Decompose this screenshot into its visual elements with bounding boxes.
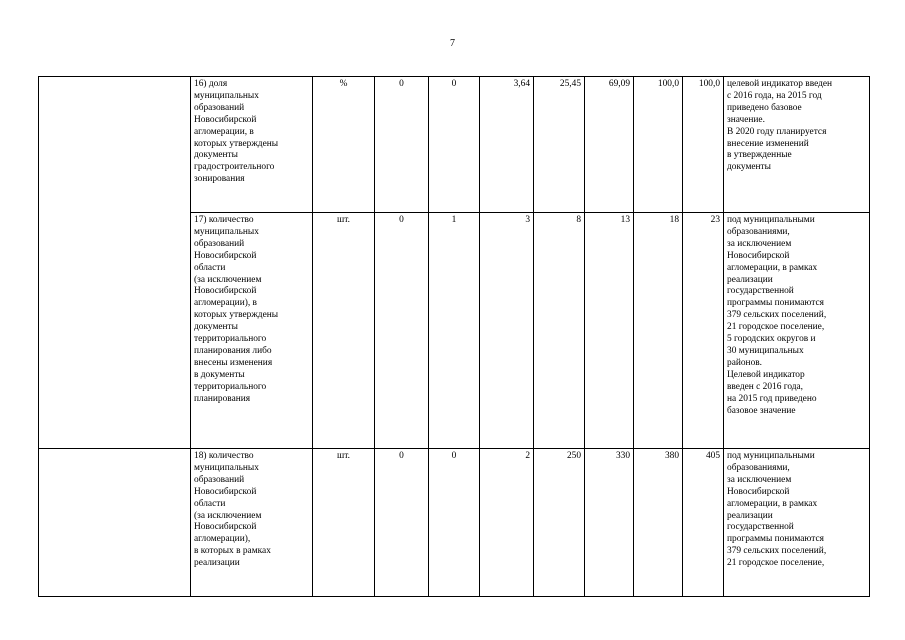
note-line: внесение изменений bbox=[727, 138, 809, 149]
note-line: документы bbox=[727, 162, 771, 173]
indicator-line: области bbox=[194, 498, 226, 509]
indicator-line: Новосибирской bbox=[194, 486, 257, 497]
indicator-cell bbox=[191, 213, 313, 449]
unit-cell: шт. bbox=[313, 213, 375, 449]
note-line: программы понимаются bbox=[727, 298, 824, 309]
note-line: государственной bbox=[727, 522, 794, 533]
value-cell: 0 bbox=[375, 213, 429, 449]
note-line: государственной bbox=[727, 286, 794, 297]
indicator-line: документы bbox=[194, 150, 238, 161]
blank-cell bbox=[39, 77, 191, 449]
value-cell: 23 bbox=[683, 213, 724, 449]
note-line: реализации bbox=[727, 274, 773, 285]
value-cell: 13 bbox=[585, 213, 634, 449]
note-line: 30 муниципальных bbox=[727, 345, 804, 356]
value-cell: 2 bbox=[480, 449, 534, 597]
table-row bbox=[39, 449, 870, 597]
indicator-line: внесены изменения bbox=[194, 357, 273, 368]
note-line: образованиями, bbox=[727, 226, 790, 237]
note-line: с 2016 года, на 2015 год bbox=[727, 90, 822, 101]
note-line: за исключением bbox=[727, 238, 792, 249]
value-cell: 100,0 bbox=[683, 77, 724, 213]
blank-cell bbox=[39, 449, 191, 597]
note-line: целевой индикатор введен bbox=[727, 79, 833, 89]
value-cell: 3,64 bbox=[480, 77, 534, 213]
note-line: в утвержденные bbox=[727, 150, 792, 161]
value-cell: 330 bbox=[585, 449, 634, 597]
table-row bbox=[39, 77, 870, 213]
note-line: 379 сельских поселений, bbox=[727, 546, 827, 557]
value-cell: 0 bbox=[375, 77, 429, 213]
indicator-cell bbox=[191, 77, 313, 213]
indicator-line: образований bbox=[194, 102, 245, 113]
note-line: образованиями, bbox=[727, 462, 790, 473]
unit-cell: шт. bbox=[313, 449, 375, 597]
value-cell: 18 bbox=[634, 213, 683, 449]
value-cell: 1 bbox=[429, 213, 480, 449]
note-line: Новосибирской bbox=[727, 250, 790, 261]
indicator-line: 16) доля bbox=[194, 79, 228, 89]
note-line: 5 городских округов и bbox=[727, 334, 816, 345]
indicator-line: Новосибирской bbox=[194, 286, 257, 297]
value-cell: 3 bbox=[480, 213, 534, 449]
indicator-line: муниципальных bbox=[194, 462, 259, 473]
indicator-line: (за исключением bbox=[194, 510, 262, 521]
value-cell: 0 bbox=[429, 449, 480, 597]
value-cell: 8 bbox=[534, 213, 585, 449]
indicator-line: в документы bbox=[194, 369, 245, 380]
value-cell: 405 bbox=[683, 449, 724, 597]
note-line: базовое значение bbox=[727, 405, 796, 416]
page-number: 7 bbox=[450, 38, 455, 49]
indicator-line: планирования bbox=[194, 393, 251, 404]
note-line: Новосибирской bbox=[727, 486, 790, 497]
note-line: Целевой индикатор bbox=[727, 369, 805, 380]
note-line: на 2015 год приведено bbox=[727, 393, 817, 404]
indicator-line: зонирования bbox=[194, 174, 245, 185]
indicator-line: агломерации), в bbox=[194, 298, 257, 309]
value-cell: 0 bbox=[429, 77, 480, 213]
note-line: значение. bbox=[727, 114, 765, 125]
indicator-line: документы bbox=[194, 322, 238, 333]
note-cell bbox=[724, 213, 870, 449]
indicator-line: образований bbox=[194, 238, 245, 249]
note-cell bbox=[724, 77, 870, 213]
note-line: программы понимаются bbox=[727, 534, 824, 545]
table-body bbox=[39, 77, 870, 597]
indicator-line: 18) количество bbox=[194, 451, 254, 461]
note-line: приведено базовое bbox=[727, 102, 802, 113]
note-line: введен с 2016 года, bbox=[727, 381, 804, 392]
indicator-line: Новосибирской bbox=[194, 250, 257, 261]
indicator-line: образований bbox=[194, 474, 245, 485]
indicator-line: 17) количество bbox=[194, 215, 254, 225]
note-cell bbox=[724, 449, 870, 597]
note-line: 21 городское поселение, bbox=[727, 322, 825, 333]
note-line: 379 сельских поселений, bbox=[727, 310, 827, 321]
value-cell: 69,09 bbox=[585, 77, 634, 213]
indicator-line: которых утверждены bbox=[194, 310, 279, 321]
indicator-line: муниципальных bbox=[194, 90, 259, 101]
indicator-line: территориального bbox=[194, 381, 267, 392]
note-line: за исключением bbox=[727, 474, 792, 485]
value-cell: 100,0 bbox=[634, 77, 683, 213]
indicator-line: Новосибирской bbox=[194, 522, 257, 533]
indicator-line: реализации bbox=[194, 558, 240, 569]
indicator-line: в которых в рамках bbox=[194, 546, 271, 557]
note-line: 21 городское поселение, bbox=[727, 558, 825, 569]
indicator-cell bbox=[191, 449, 313, 597]
indicator-line: муниципальных bbox=[194, 226, 259, 237]
indicator-line: территориального bbox=[194, 334, 267, 345]
value-cell: 0 bbox=[375, 449, 429, 597]
indicator-line: Новосибирской bbox=[194, 114, 257, 125]
indicator-line: (за исключением bbox=[194, 274, 262, 285]
unit-cell: % bbox=[313, 77, 375, 213]
value-cell: 25,45 bbox=[534, 77, 585, 213]
indicator-line: агломерации), bbox=[194, 534, 251, 545]
note-line: реализации bbox=[727, 510, 773, 521]
value-cell: 250 bbox=[534, 449, 585, 597]
note-line: агломерации, в рамках bbox=[727, 498, 818, 509]
note-line: под муниципальными bbox=[727, 451, 815, 461]
note-line: районов. bbox=[727, 357, 763, 368]
indicator-line: планирования либо bbox=[194, 345, 272, 356]
indicator-line: градостроительного bbox=[194, 162, 275, 173]
indicators-table bbox=[38, 76, 870, 597]
note-line: агломерации, в рамках bbox=[727, 262, 818, 273]
indicator-line: которых утверждены bbox=[194, 138, 279, 149]
indicator-line: агломерации, в bbox=[194, 126, 254, 137]
note-line: под муниципальными bbox=[727, 215, 815, 225]
indicator-line: области bbox=[194, 262, 226, 273]
value-cell: 380 bbox=[634, 449, 683, 597]
note-line: В 2020 году планируется bbox=[727, 126, 827, 137]
